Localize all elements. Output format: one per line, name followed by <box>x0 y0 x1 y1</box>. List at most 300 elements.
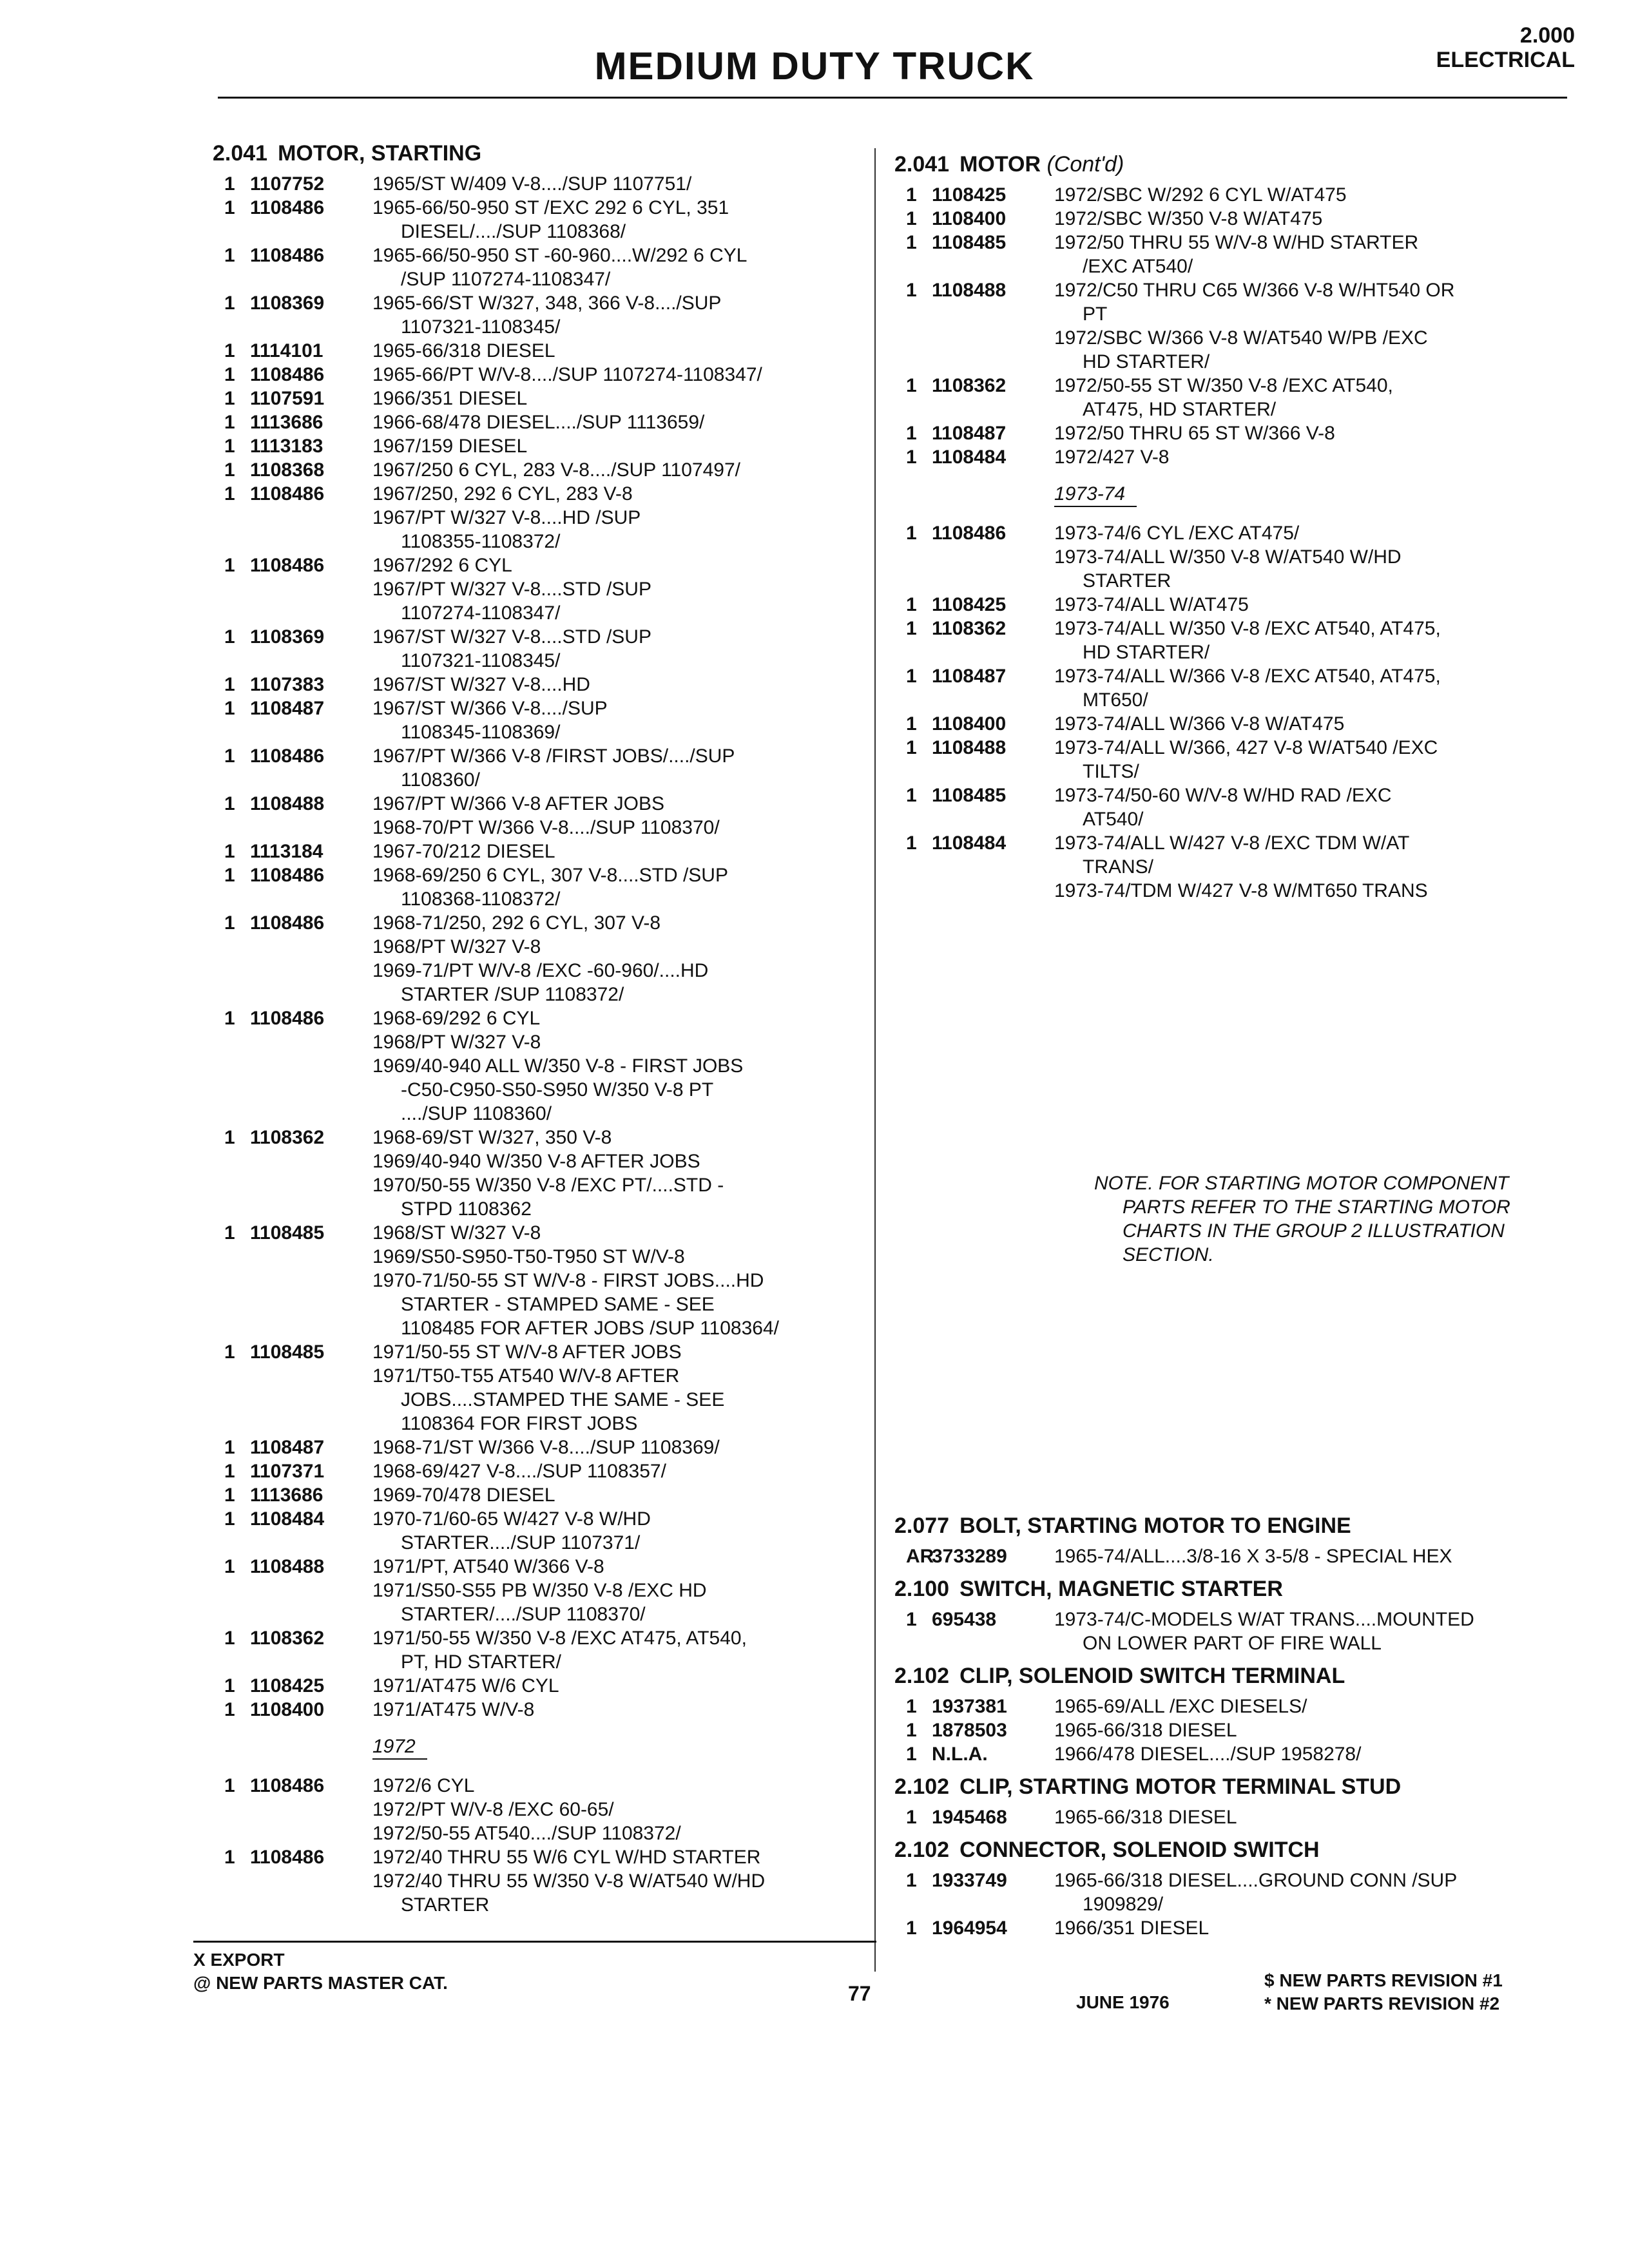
publication-date: JUNE 1976 <box>1076 1992 1170 2012</box>
description-line: STARTER..../SUP 1107371/ <box>401 1532 641 1553</box>
quantity: 1 <box>906 785 917 806</box>
quantity: 1 <box>906 713 917 735</box>
description <box>372 410 863 434</box>
description <box>1054 445 1571 469</box>
description-line: 1965-66/50-950 ST -60-960....W/292 6 CYL <box>372 245 747 266</box>
description-line: ..../SUP 1108360/ <box>401 1103 552 1124</box>
quantity: 1 <box>906 423 917 444</box>
section-heading <box>894 1664 1571 1688</box>
quantity: 1 <box>224 1485 235 1506</box>
description <box>1054 183 1571 207</box>
description <box>1054 326 1571 374</box>
quantity: 1 <box>224 674 235 695</box>
quantity: 1 <box>224 459 235 481</box>
parts-row <box>213 482 863 506</box>
description-line: TRANS/ <box>1083 856 1154 878</box>
description <box>1054 207 1571 231</box>
part-number: 1108486 <box>250 1775 325 1796</box>
description <box>1054 1742 1571 1766</box>
part-number: 1108369 <box>250 293 325 314</box>
description-line: TILTS/ <box>1083 761 1139 782</box>
parts-row <box>894 664 1571 712</box>
description-line: 1967-70/212 DIESEL <box>372 841 555 862</box>
description <box>1054 1608 1571 1655</box>
quantity: 1 <box>224 1556 235 1577</box>
part-number: 1108425 <box>932 184 1007 206</box>
description-line: 1969/40-940 W/350 V-8 AFTER JOBS <box>372 1151 700 1172</box>
description-line: 1972/C50 THRU C65 W/366 V-8 W/HT540 OR <box>1054 280 1455 301</box>
description <box>372 1798 863 1821</box>
description-line: MT650/ <box>1083 689 1148 711</box>
description <box>1054 593 1571 617</box>
section-heading <box>894 1514 1571 1538</box>
parts-row <box>213 1126 863 1149</box>
description <box>372 458 863 482</box>
description-line: 1968-69/292 6 CYL <box>372 1008 541 1029</box>
part-number: 1878503 <box>932 1720 1007 1741</box>
page-title: MEDIUM DUTY TRUCK <box>594 44 1035 88</box>
description <box>372 244 863 291</box>
section-heading <box>894 1838 1571 1862</box>
note-line: CHARTS IN THE GROUP 2 ILLUSTRATION <box>1123 1220 1505 1242</box>
description-line: 1965-66/PT W/V-8..../SUP 1107274-1108347/ <box>372 364 762 385</box>
parts-row <box>213 458 863 482</box>
parts-row <box>213 625 863 673</box>
parts-row <box>213 816 863 840</box>
quantity: 1 <box>906 184 917 206</box>
parts-row <box>213 577 863 625</box>
description-line: 1107274-1108347/ <box>401 602 561 624</box>
description <box>1054 1805 1571 1829</box>
description <box>372 1221 863 1245</box>
parts-row <box>213 1798 863 1821</box>
description-line: 1108345-1108369/ <box>401 722 561 743</box>
description <box>372 1269 863 1340</box>
part-number: 1107591 <box>250 388 325 409</box>
description-line: 1968-71/250, 292 6 CYL, 307 V-8 <box>372 912 661 934</box>
description-line: 1969/S50-S950-T50-T950 ST W/V-8 <box>372 1246 685 1267</box>
description-line: STARTER <box>1083 570 1171 591</box>
header-rule <box>218 97 1567 99</box>
description-line: 1972/SBC W/350 V-8 W/AT475 <box>1054 208 1323 229</box>
part-number: 1107752 <box>250 173 325 195</box>
description <box>372 1436 863 1459</box>
description <box>372 1507 863 1555</box>
description <box>372 196 863 244</box>
description-line: 1965-69/ALL /EXC DIESELS/ <box>1054 1696 1307 1717</box>
parts-row <box>894 712 1571 736</box>
part-number: 1108362 <box>932 618 1007 639</box>
description-line: 1966/351 DIESEL <box>372 388 528 409</box>
part-number: 1108486 <box>250 1847 325 1868</box>
description-line: 1108368-1108372/ <box>401 889 561 910</box>
part-number: 1108362 <box>250 1127 325 1148</box>
section-heading-title: SWITCH, MAGNETIC STARTER <box>959 1577 1283 1601</box>
parts-row <box>213 1821 863 1845</box>
description <box>372 291 863 339</box>
parts-row <box>213 1869 863 1917</box>
description-line: 1971/AT475 W/6 CYL <box>372 1675 559 1696</box>
quantity: 1 <box>906 618 917 639</box>
left-column <box>213 133 863 1917</box>
part-number: 3733289 <box>932 1546 1007 1567</box>
starting-motor-note <box>1094 1171 1532 1267</box>
description-line: 1969-71/PT W/V-8 /EXC -60-960/....HD <box>372 960 709 981</box>
section-code <box>1436 23 1575 72</box>
part-number: 1113183 <box>250 436 323 457</box>
parts-row <box>213 1030 863 1054</box>
description <box>372 1149 863 1173</box>
description <box>372 1579 863 1626</box>
quantity: 1 <box>224 245 235 266</box>
description-line: STARTER <box>401 1894 490 1916</box>
section-heading-title: BOLT, STARTING MOTOR TO ENGINE <box>959 1514 1351 1538</box>
part-number: 1108425 <box>250 1675 325 1696</box>
part-number: 1108487 <box>250 698 325 719</box>
revision-2-legend: * NEW PARTS REVISION #2 <box>1264 1994 1500 2013</box>
right-column-lower <box>894 1505 1571 1940</box>
description-line: 1965-66/ST W/327, 348, 366 V-8..../SUP <box>372 293 722 314</box>
description-line: HD STARTER/ <box>1083 642 1210 663</box>
parts-row <box>213 1555 863 1579</box>
part-number: 1108488 <box>932 737 1007 758</box>
part-number: 1108486 <box>932 523 1007 544</box>
quantity: 1 <box>224 173 235 195</box>
description <box>1054 712 1571 736</box>
description-line: DIESEL/..../SUP 1108368/ <box>401 221 626 242</box>
description <box>372 1459 863 1483</box>
model-year-subheading: 1973-74 <box>1054 482 1137 507</box>
description-line: 1968-69/427 V-8..../SUP 1108357/ <box>372 1461 666 1482</box>
part-number: 1937381 <box>932 1696 1007 1717</box>
footer-rule <box>193 1941 876 1943</box>
part-number: 1108486 <box>250 1008 325 1029</box>
section-heading <box>894 1577 1571 1601</box>
description-line: 1971/50-55 ST W/V-8 AFTER JOBS <box>372 1341 682 1363</box>
description-line: 1968-71/ST W/366 V-8..../SUP 1108369/ <box>372 1437 720 1458</box>
description-line: /SUP 1107274-1108347/ <box>401 269 611 290</box>
quantity: AR <box>906 1546 934 1567</box>
description-line: 1108355-1108372/ <box>401 531 561 552</box>
parts-row <box>213 911 863 935</box>
description-line: 1973-74/ALL W/366 V-8 W/AT475 <box>1054 713 1345 735</box>
part-number: 1108484 <box>932 447 1007 468</box>
parts-row <box>213 1221 863 1245</box>
part-number: 1113686 <box>250 412 323 433</box>
quantity: 1 <box>224 436 235 457</box>
parts-row <box>894 374 1571 421</box>
part-number: 1108487 <box>250 1437 325 1458</box>
quantity: 1 <box>906 1807 917 1828</box>
page-number: 77 <box>848 1982 871 2005</box>
description-line: 1966/351 DIESEL <box>1054 1917 1210 1939</box>
quantity: 1 <box>906 1609 917 1630</box>
description-line: 1973-74/ALL W/427 V-8 /EXC TDM W/AT <box>1054 832 1410 854</box>
description-line: 1967/PT W/366 V-8 /FIRST JOBS/..../SUP <box>372 745 735 767</box>
description <box>372 697 863 744</box>
description-line: 1969-70/478 DIESEL <box>372 1485 555 1506</box>
description-line: -C50-C950-S50-S950 W/350 V-8 PT <box>401 1079 714 1100</box>
description <box>372 387 863 410</box>
description-line: 1965-66/318 DIESEL <box>372 340 555 361</box>
description <box>372 625 863 673</box>
section-heading-number: 2.041 <box>213 141 268 166</box>
description-line: ON LOWER PART OF FIRE WALL <box>1083 1633 1382 1654</box>
parts-row <box>894 1869 1571 1916</box>
part-number: 1108400 <box>250 1699 325 1720</box>
part-number: 1108488 <box>932 280 1007 301</box>
description-line: PT, HD STARTER/ <box>401 1651 561 1673</box>
part-number: 1108362 <box>932 375 1007 396</box>
part-number: 1108486 <box>250 197 325 218</box>
quantity: 1 <box>224 197 235 218</box>
parts-row <box>894 231 1571 278</box>
description <box>1054 374 1571 421</box>
description <box>1054 231 1571 278</box>
parts-row <box>213 1579 863 1626</box>
part-number: 1108486 <box>250 865 325 886</box>
note-line: NOTE. FOR STARTING MOTOR COMPONENT <box>1094 1173 1509 1194</box>
quantity: 1 <box>906 232 917 253</box>
description <box>372 1698 863 1722</box>
parts-row <box>213 172 863 196</box>
part-number: 1113686 <box>250 1485 323 1506</box>
parts-row <box>894 326 1571 374</box>
description <box>1054 1869 1571 1916</box>
parts-row <box>894 1718 1571 1742</box>
quantity: 1 <box>224 1461 235 1482</box>
parts-row <box>213 1269 863 1340</box>
description <box>372 1054 863 1126</box>
description-line: /EXC AT540/ <box>1083 256 1193 277</box>
section-heading-title: MOTOR <box>959 152 1041 177</box>
description-line: 1972/6 CYL <box>372 1775 475 1796</box>
part-number: 1108486 <box>250 912 325 934</box>
section-heading-number: 2.077 <box>894 1514 950 1538</box>
description-line: 1971/S50-S55 PB W/350 V-8 /EXC HD <box>372 1580 707 1601</box>
part-number: 1108486 <box>250 745 325 767</box>
note-line: PARTS REFER TO THE STARTING MOTOR <box>1123 1196 1510 1218</box>
quantity: 1 <box>906 1696 917 1717</box>
parts-row <box>894 783 1571 831</box>
description <box>372 1173 863 1221</box>
description-line: 1972/50 THRU 55 W/V-8 W/HD STARTER <box>1054 232 1419 253</box>
part-number: 1945468 <box>932 1807 1007 1828</box>
description <box>1054 736 1571 783</box>
model-year-subheading: 1972 <box>372 1735 427 1760</box>
description-line: 1972/SBC W/366 V-8 W/AT540 W/PB /EXC <box>1054 327 1428 349</box>
description <box>372 339 863 363</box>
description <box>1054 1695 1571 1718</box>
right-column <box>894 144 1571 903</box>
description-line: 1967/PT W/327 V-8....HD /SUP <box>372 507 641 528</box>
description-line: 1968/PT W/327 V-8 <box>372 936 541 957</box>
parts-row <box>213 1459 863 1483</box>
parts-row <box>213 1507 863 1555</box>
parts-row <box>213 1626 863 1674</box>
description-line: STARTER/..../SUP 1108370/ <box>401 1604 646 1625</box>
parts-row <box>894 1544 1571 1568</box>
description <box>372 863 863 911</box>
description-line: 1973-74/TDM W/427 V-8 W/MT650 TRANS <box>1054 880 1428 901</box>
part-number: 1108400 <box>932 208 1007 229</box>
description <box>372 1626 863 1674</box>
master-cat-legend: @ NEW PARTS MASTER CAT. <box>193 1973 448 1993</box>
quantity: 1 <box>906 1870 917 1891</box>
description-line: 1970/50-55 W/350 V-8 /EXC PT/....STD - <box>372 1175 724 1196</box>
description-line: 1967/PT W/366 V-8 AFTER JOBS <box>372 793 664 814</box>
part-number: 1108368 <box>250 459 325 481</box>
description <box>372 577 863 625</box>
quantity: 1 <box>906 447 917 468</box>
description <box>372 1006 863 1030</box>
parts-row <box>213 1483 863 1507</box>
quantity: 1 <box>224 1775 235 1796</box>
quantity: 1 <box>224 698 235 719</box>
part-number: 1108488 <box>250 793 325 814</box>
description-line: 1973-74/ALL W/350 V-8 /EXC AT540, AT475, <box>1054 618 1441 639</box>
parts-row <box>894 617 1571 664</box>
description-line: 1971/T50-T55 AT540 W/V-8 AFTER <box>372 1365 680 1387</box>
description-line: 1973-74/ALL W/366, 427 V-8 W/AT540 /EXC <box>1054 737 1438 758</box>
description-line: AT540/ <box>1083 809 1144 830</box>
description-line: 1972/SBC W/292 6 CYL W/AT475 <box>1054 184 1347 206</box>
quantity: 1 <box>224 1847 235 1868</box>
description-line: 1967/ST W/327 V-8....STD /SUP <box>372 626 651 648</box>
description-line: STARTER /SUP 1108372/ <box>401 984 624 1005</box>
description <box>1054 521 1571 545</box>
description-line: STARTER - STAMPED SAME - SEE <box>401 1294 715 1315</box>
parts-row <box>213 697 863 744</box>
part-number: 1107371 <box>250 1461 325 1482</box>
note-line: SECTION. <box>1123 1244 1214 1265</box>
quantity: 1 <box>224 1008 235 1029</box>
description <box>1054 278 1571 326</box>
part-number: 1964954 <box>932 1917 1007 1939</box>
quantity: 1 <box>224 1341 235 1363</box>
part-number: 1933749 <box>932 1870 1007 1891</box>
part-number: 1108362 <box>250 1628 325 1649</box>
part-number: 1108486 <box>250 364 325 385</box>
section-heading-number: 2.102 <box>894 1664 950 1688</box>
parts-row <box>213 1698 863 1722</box>
part-number: 1108484 <box>250 1508 325 1530</box>
description-line: 1909829/ <box>1083 1894 1164 1915</box>
export-legend: X EXPORT <box>193 1950 285 1970</box>
description <box>1054 1544 1571 1568</box>
description <box>372 673 863 697</box>
description <box>372 935 863 959</box>
quantity: 1 <box>906 208 917 229</box>
description <box>372 1555 863 1579</box>
section-heading <box>894 1775 1571 1799</box>
description <box>372 792 863 816</box>
quantity: 1 <box>224 412 235 433</box>
parts-row <box>894 1916 1571 1940</box>
description-line: 1971/AT475 W/V-8 <box>372 1699 535 1720</box>
description-line: 1965-66/318 DIESEL....GROUND CONN /SUP <box>1054 1870 1458 1891</box>
parts-row <box>213 1774 863 1798</box>
quantity: 1 <box>224 1628 235 1649</box>
parts-row <box>213 1674 863 1698</box>
description <box>1054 783 1571 831</box>
parts-row <box>213 863 863 911</box>
quantity: 1 <box>224 1222 235 1244</box>
parts-row <box>213 1173 863 1221</box>
part-number: N.L.A. <box>932 1744 988 1765</box>
description-line: 1967/159 DIESEL <box>372 436 528 457</box>
part-number: 1114101 <box>250 340 323 361</box>
description <box>1054 664 1571 712</box>
description-line: 1969/40-940 ALL W/350 V-8 - FIRST JOBS <box>372 1055 744 1077</box>
description-line: 1972/50-55 AT540..../SUP 1108372/ <box>372 1823 681 1844</box>
part-number: 1108369 <box>250 626 325 648</box>
part-number: 1107383 <box>250 674 325 695</box>
parts-row <box>894 445 1571 469</box>
parts-row <box>213 1006 863 1030</box>
parts-row <box>894 879 1571 903</box>
part-number: 1108487 <box>932 423 1007 444</box>
parts-row <box>894 521 1571 545</box>
section-heading-title: CLIP, STARTING MOTOR TERMINAL STUD <box>959 1774 1402 1799</box>
parts-row <box>213 506 863 553</box>
quantity: 1 <box>224 1675 235 1696</box>
section-heading-number: 2.100 <box>894 1577 950 1601</box>
parts-row <box>894 183 1571 207</box>
section-heading-title: CONNECTOR, SOLENOID SWITCH <box>959 1838 1320 1862</box>
description <box>1054 545 1571 593</box>
description-line: PT <box>1083 303 1108 325</box>
quantity: 1 <box>224 388 235 409</box>
description-line: JOBS....STAMPED THE SAME - SEE <box>401 1389 725 1410</box>
description <box>372 1674 863 1698</box>
quantity: 1 <box>224 793 235 814</box>
parts-row <box>213 387 863 410</box>
quantity: 1 <box>224 555 235 576</box>
column-divider <box>874 148 876 1972</box>
description-line: 1967/250 6 CYL, 283 V-8..../SUP 1107497/ <box>372 459 740 481</box>
description-line: 1108364 FOR FIRST JOBS <box>401 1413 638 1434</box>
part-number: 1113184 <box>250 841 323 862</box>
part-number: 1108425 <box>932 594 1007 615</box>
parts-row <box>213 1340 863 1364</box>
parts-row <box>213 553 863 577</box>
parts-row <box>213 434 863 458</box>
description-line: 1967/ST W/327 V-8....HD <box>372 674 590 695</box>
description-line: 1967/292 6 CYL <box>372 555 512 576</box>
description <box>372 1774 863 1798</box>
parts-row <box>213 935 863 959</box>
parts-row <box>213 196 863 244</box>
description <box>1054 831 1571 879</box>
description-line: 1970-71/60-65 W/427 V-8 W/HD <box>372 1508 651 1530</box>
parts-row <box>213 1364 863 1436</box>
description <box>372 911 863 935</box>
description <box>372 1126 863 1149</box>
parts-row <box>894 207 1571 231</box>
parts-row <box>213 744 863 792</box>
parts-row <box>213 840 863 863</box>
section-heading-number: 2.041 <box>894 152 950 177</box>
quantity: 1 <box>224 745 235 767</box>
description-line: 1966/478 DIESEL..../SUP 1958278/ <box>1054 1744 1362 1765</box>
description-line: 1972/50 THRU 65 ST W/366 V-8 <box>1054 423 1335 444</box>
part-number: 1108485 <box>250 1341 325 1363</box>
description-line: HD STARTER/ <box>1083 351 1210 372</box>
revision-1-legend: $ NEW PARTS REVISION #1 <box>1264 1970 1503 1990</box>
parts-row <box>213 673 863 697</box>
parts-row <box>894 421 1571 445</box>
